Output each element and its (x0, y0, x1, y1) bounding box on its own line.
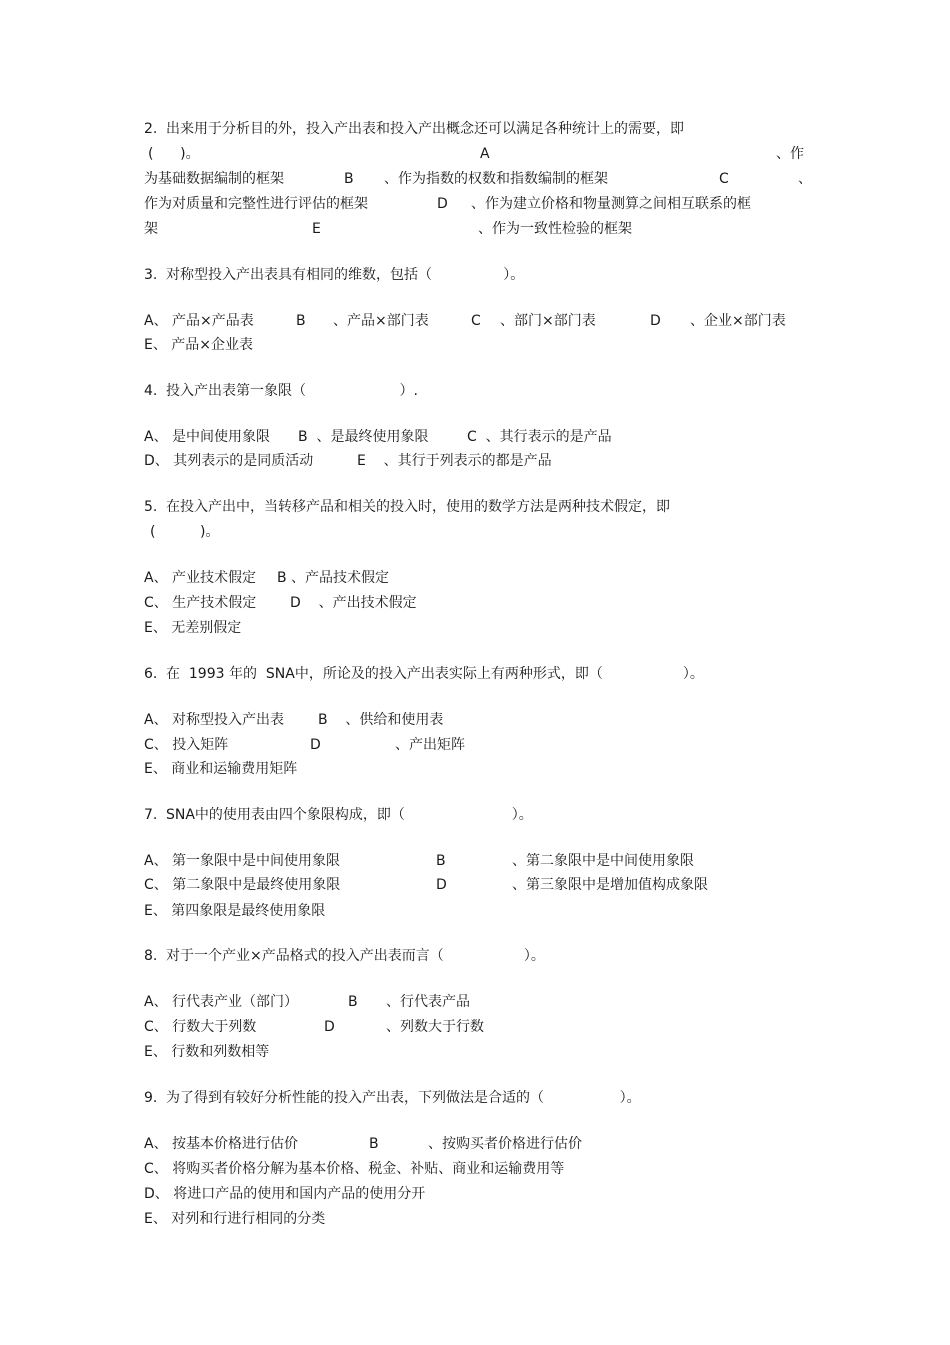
q6-number: 6. (144, 666, 158, 682)
q3-option-e: E、 产品×企业表 (144, 337, 254, 353)
q2-stem: 出来用于分析目的外，投入产出表和投入产出概念还可以满足各种统计上的需要，即 (166, 121, 684, 137)
q8-option-d-letter: D (324, 1019, 335, 1035)
q4-option-e: E 、其行于列表示的都是产品 (357, 453, 552, 469)
q3-option-d-letter: D (650, 313, 661, 329)
q3-stem: 对称型投入产出表具有相同的维数，包括（ ）。 (166, 267, 525, 283)
q9-option-a: A、 按基本价格进行估价 (144, 1136, 299, 1152)
q3-option-b-text: 、产品×部门表 (333, 313, 429, 329)
q5-number: 5. (144, 499, 158, 515)
q6-option-e: E、 商业和运输费用矩阵 (144, 761, 298, 777)
q5-option-c: C、 生产技术假定 (144, 595, 257, 611)
q6-option-d-letter: D (310, 737, 321, 753)
q2-option-a-text: 、作 (776, 146, 804, 162)
q4-number: 4. (144, 383, 158, 399)
q7-option-e: E、 第四象限是最终使用象限 (144, 903, 326, 919)
q8-number: 8. (144, 948, 158, 964)
q9-option-c: C、 将购买者价格分解为基本价格、税金、补贴、商业和运输费用等 (144, 1161, 565, 1177)
q4-option-b: B 、是最终使用象限 (298, 429, 429, 445)
q2-option-a-cont: 为基础数据编制的框架 (144, 171, 284, 187)
q7-option-c: C、 第二象限中是最终使用象限 (144, 877, 341, 893)
q2-option-c-cont: 作为对质量和完整性进行评估的框架 (144, 196, 368, 212)
q8-option-b-text: 、行代表产品 (386, 994, 470, 1010)
q2-option-a-letter: A (480, 146, 490, 162)
q7-option-d-text: 、第三象限中是增加值构成象限 (512, 877, 708, 893)
q4-option-d: D、 其列表示的是同质活动 (144, 453, 314, 469)
q5-option-e: E、 无差别假定 (144, 620, 242, 636)
q3-number: 3. (144, 267, 158, 283)
q4-option-c: C 、其行表示的是产品 (467, 429, 612, 445)
q2-option-d-text: 、作为建立价格和物量测算之间相互联系的框 (471, 196, 751, 212)
q5-option-a: A、 产业技术假定 (144, 570, 257, 586)
q8-option-b-letter: B (348, 994, 358, 1010)
q5-stem-line2: ( )。 (150, 524, 220, 540)
q9-option-b-text: 、按购买者价格进行估价 (428, 1136, 582, 1152)
q8-option-c: C、 行数大于列数 (144, 1019, 257, 1035)
q6-option-a: A、 对称型投入产出表 (144, 712, 285, 728)
q2-option-d-cont: 架 (144, 221, 158, 237)
q6-option-b: B 、供给和使用表 (318, 712, 444, 728)
q7-option-b-text: 、第二象限中是中间使用象限 (512, 853, 694, 869)
q2-option-e-letter: E (312, 221, 321, 237)
q7-option-a: A、 第一象限中是中间使用象限 (144, 853, 341, 869)
q5-stem-line1: 在投入产出中，当转移产品和相关的投入时，使用的数学方法是两种技术假定，即 (166, 499, 670, 515)
q7-option-d-letter: D (436, 877, 447, 893)
q3-option-c-letter: C (471, 313, 481, 329)
q6-option-c: C、 投入矩阵 (144, 737, 229, 753)
q3-option-b-letter: B (296, 313, 306, 329)
q7-option-b-letter: B (436, 853, 446, 869)
q9-option-b-letter: B (369, 1136, 379, 1152)
q3-option-c-text: 、部门×部门表 (500, 313, 596, 329)
q4-stem: 投入产出表第一象限（ ）. (166, 383, 418, 399)
q2-option-d-letter: D (437, 196, 448, 212)
q6-stem: 在 1993 年的 SNA中，所论及的投入产出表实际上有两种形式，即（ ）。 (166, 666, 704, 682)
q2-paren: ( )。 (148, 146, 200, 162)
q9-option-d: D、 将进口产品的使用和国内产品的使用分开 (144, 1186, 426, 1202)
q2-option-e-text: 、作为一致性检验的框架 (478, 221, 632, 237)
q7-stem: SNA中的使用表由四个象限构成，即（ ）。 (166, 807, 533, 823)
q2-option-b-letter: B (344, 171, 354, 187)
q9-number: 9. (144, 1090, 158, 1106)
q2-option-c-text: 、 (798, 171, 812, 187)
q5-option-d: D 、产出技术假定 (290, 595, 417, 611)
q3-option-a: A、 产品×产品表 (144, 313, 254, 329)
q5-option-b: B 、产品技术假定 (277, 570, 390, 586)
q6-option-d-text: 、产出矩阵 (395, 737, 465, 753)
q2-option-b-text: 、作为指数的权数和指数编制的框架 (384, 171, 608, 187)
q9-option-e: E、 对列和行进行相同的分类 (144, 1211, 326, 1227)
q4-option-a: A、 是中间使用象限 (144, 429, 271, 445)
q3-option-d-text: 、企业×部门表 (690, 313, 786, 329)
q7-number: 7. (144, 807, 158, 823)
q8-option-d-text: 、列数大于行数 (386, 1019, 484, 1035)
q8-option-e: E、 行数和列数相等 (144, 1044, 270, 1060)
q2-number: 2. (144, 121, 158, 137)
q9-stem: 为了得到有较好分析性能的投入产出表，下列做法是合适的（ ）。 (166, 1090, 641, 1106)
q8-stem: 对于一个产业×产品格式的投入产出表而言（ ）。 (166, 948, 545, 964)
q2-option-c-letter: C (719, 171, 729, 187)
q8-option-a: A、 行代表产业（部门） (144, 994, 299, 1010)
